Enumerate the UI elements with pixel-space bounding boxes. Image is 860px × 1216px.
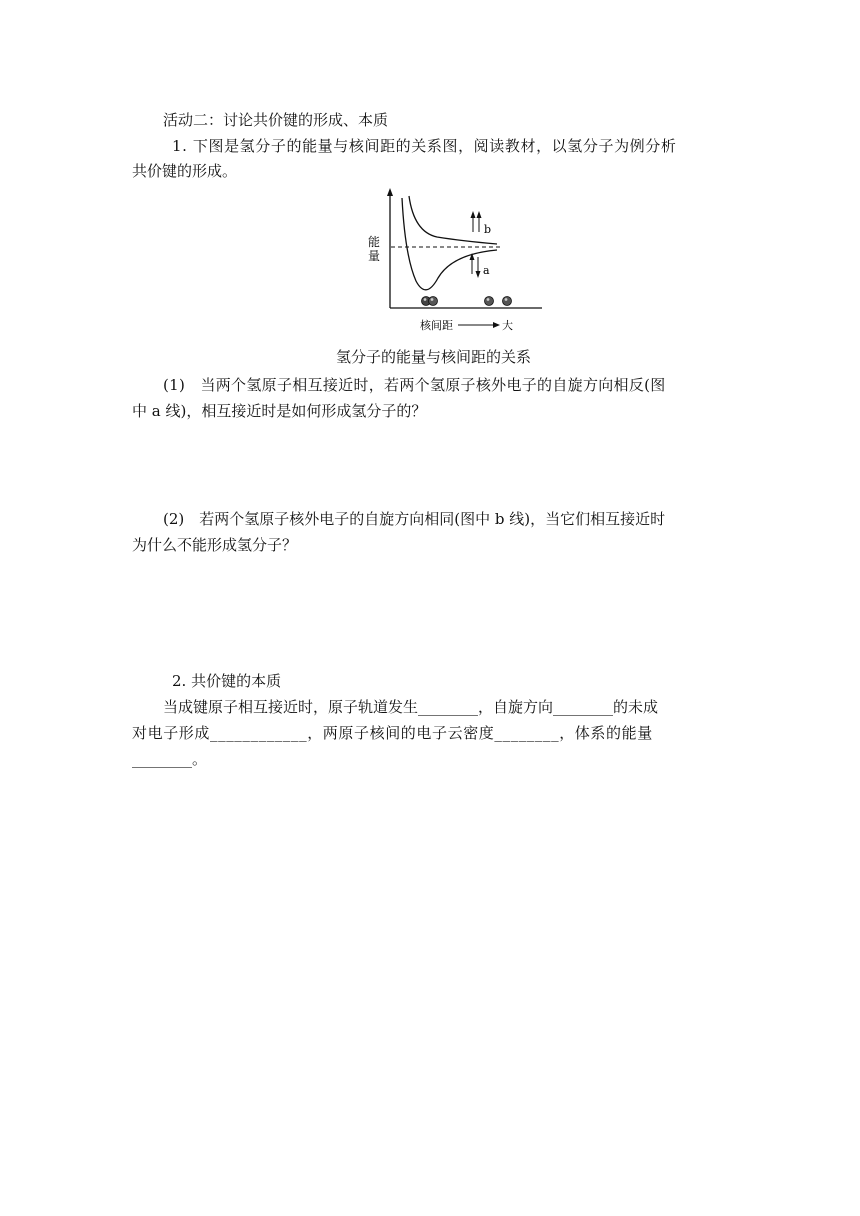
atom-icon (485, 297, 494, 306)
question-2-line-3: ________。 (132, 750, 208, 768)
subquestion-2-line-1: (2) 若两个氢原子核外电子的自旋方向相同(图中 b 线)，当它们相互接近时 (163, 510, 666, 528)
y-axis-arrow-icon (387, 188, 393, 196)
label-a: a (483, 264, 490, 277)
question-1-line-2: 共价键的形成。 (132, 162, 238, 180)
curve-b (409, 196, 497, 244)
arrow-up-icon (477, 211, 482, 218)
section-title: 活动二：讨论共价键的形成、本质 (163, 111, 389, 129)
figure-caption: 氢分子的能量与核间距的关系 (336, 348, 532, 366)
energy-distance-figure (362, 186, 552, 334)
atom-icon (503, 297, 512, 306)
subquestion-2-line-2: 为什么不能形成氢分子？ (132, 536, 298, 554)
x-label-large: 大 (502, 319, 513, 332)
subquestion-1-line-1: (1) 当两个氢原子相互接近时，若两个氢原子核外电子的自旋方向相反(图 (163, 376, 666, 394)
arrow-down-icon (476, 271, 481, 278)
arrow-up-icon (471, 211, 476, 218)
question-2-line-1: 当成键原子相互接近时，原子轨道发生________，自旋方向________的未成 (163, 698, 659, 716)
question-1-line-1: 1. 下图是氢分子的能量与核间距的关系图，阅读教材，以氢分子为例分析 (172, 137, 677, 155)
question-2-title: 2. 共价键的本质 (172, 672, 282, 690)
question-2-line-2: 对电子形成____________，两原子核间的电子云密度________，体系的能量 (132, 724, 653, 742)
x-label-arrow-icon (493, 322, 500, 328)
y-label-top: 能 (368, 235, 381, 249)
subquestion-1-line-2: 中 a 线)，相互接近时是如何形成氢分子的？ (132, 402, 427, 420)
atom-icon (429, 297, 438, 306)
x-label: 核间距 (420, 319, 453, 332)
y-label-bottom: 量 (368, 249, 381, 263)
label-b: b (484, 223, 492, 236)
